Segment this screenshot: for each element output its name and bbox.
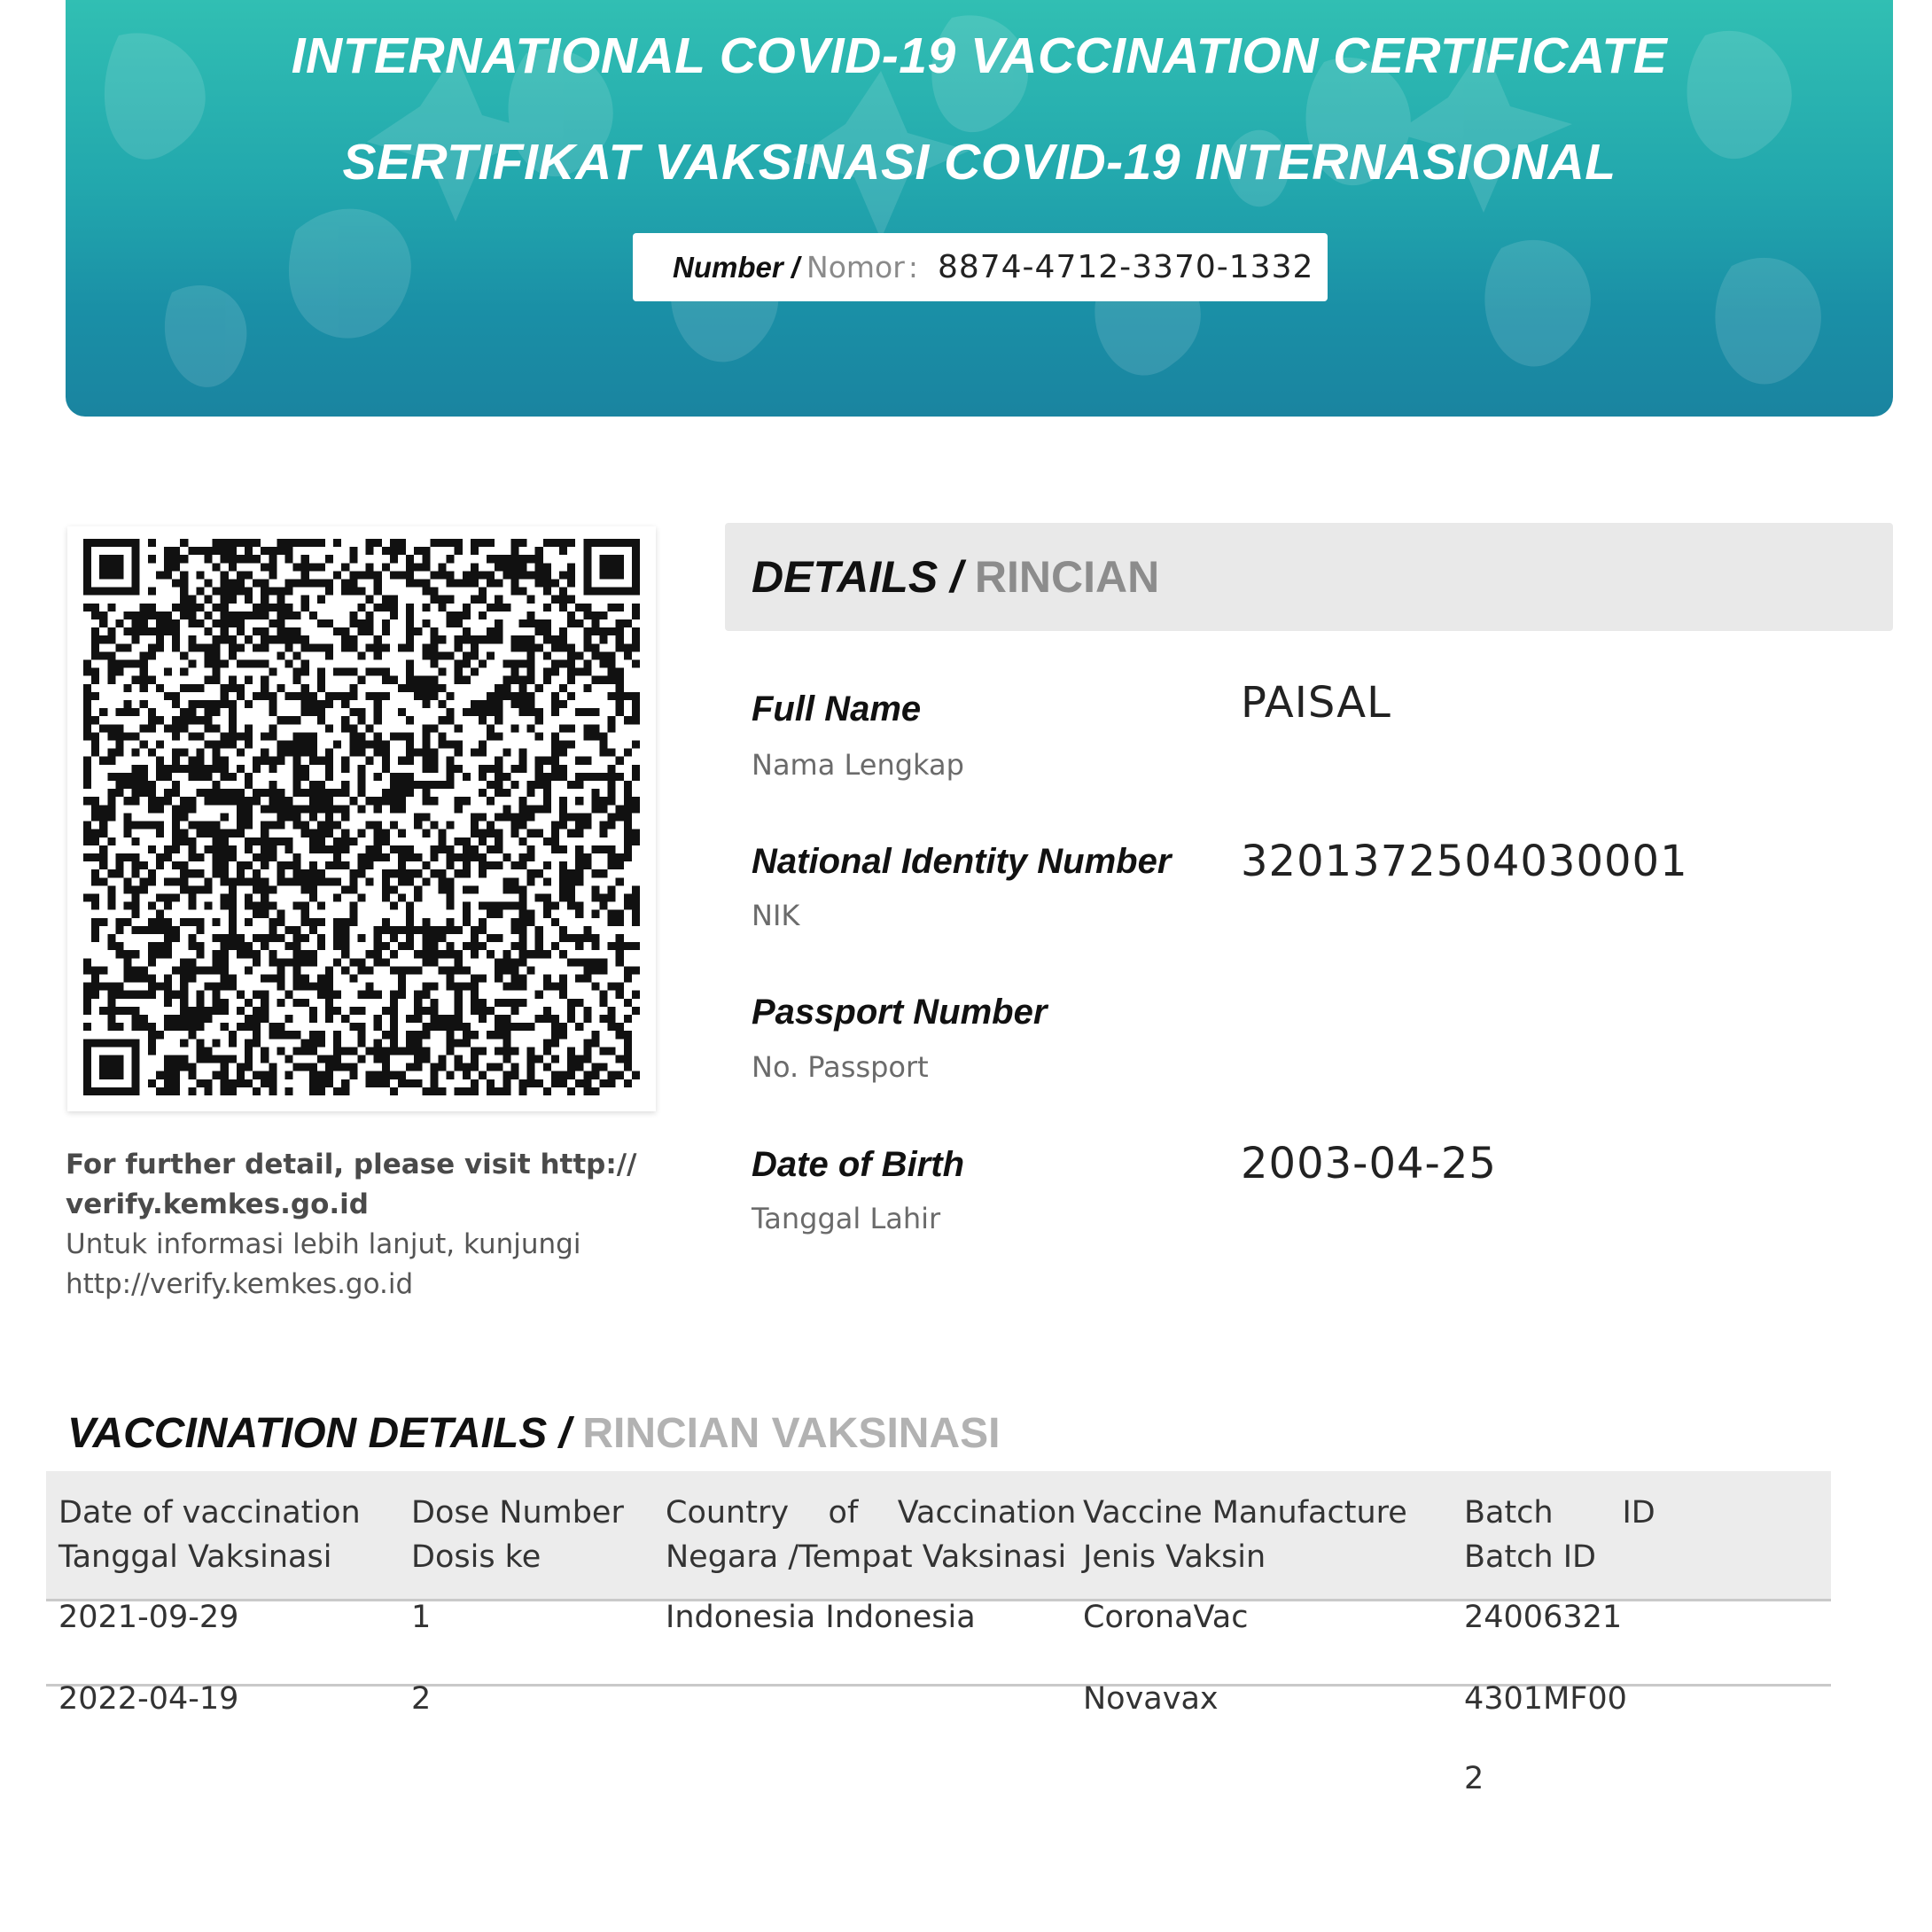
row2-batch: 4301MF00 <box>1464 1681 1627 1717</box>
column-header-batch-en: Batch ID <box>1464 1495 1655 1531</box>
details-heading <box>752 551 1159 603</box>
row2-date: 2022-04-19 <box>58 1681 239 1717</box>
qr-code-card <box>67 526 656 1111</box>
qr-code-icon <box>83 539 640 1095</box>
vaccination-heading-id: RINCIAN VAKSINASI <box>582 1410 1001 1457</box>
dob-label: Date of Birth <box>752 1145 964 1184</box>
column-header-dose <box>411 1491 624 1579</box>
certificate-number-box <box>633 233 1328 301</box>
column-header-date <box>58 1491 361 1579</box>
row1-date: 2021-09-29 <box>58 1600 239 1635</box>
verification-info-en: For further detail, please visit http:// verify.kemkes.go.id <box>66 1149 637 1220</box>
vaccination-details-heading <box>67 1409 1000 1458</box>
number-label-id: Nomor <box>806 250 905 284</box>
column-header-batch <box>1464 1491 1655 1579</box>
row2-vaccine: Novavax <box>1083 1681 1219 1717</box>
column-header-vaccine <box>1083 1491 1407 1579</box>
column-header-vaccine-id: Jenis Vaksin <box>1083 1539 1266 1575</box>
row1-vaccine: CoronaVac <box>1083 1600 1249 1635</box>
number-colon: : <box>908 250 918 284</box>
verification-info <box>66 1145 668 1305</box>
vaccination-heading-en: VACCINATION DETAILS / <box>67 1410 571 1457</box>
column-header-batch-id: Batch ID <box>1464 1539 1597 1575</box>
passport-sublabel: No. Passport <box>752 1050 929 1084</box>
row2-batch-continued: 2 <box>1464 1761 1484 1796</box>
column-header-dose-id: Dosis ke <box>411 1539 541 1575</box>
column-header-date-id: Tanggal Vaksinasi <box>58 1539 332 1575</box>
row1-batch: 24006321 <box>1464 1600 1623 1635</box>
details-heading-en: DETAILS / <box>752 552 962 602</box>
verification-info-id: Untuk informasi lebih lanjut, kunjungi http://verify.kemkes.go.id <box>66 1228 581 1300</box>
column-header-country-en: Country of Vaccination <box>666 1495 1077 1531</box>
row1-dose: 1 <box>411 1600 432 1635</box>
certificate-title-en: INTERNATIONAL COVID-19 VACCINATION CERTIFICATE <box>291 27 1668 84</box>
full-name-value: PAISAL <box>1241 678 1391 728</box>
column-header-country <box>666 1491 1076 1579</box>
nik-label: National Identity Number <box>752 842 1172 881</box>
certificate-number-value: 8874-4712-3370-1332 <box>937 249 1314 285</box>
details-header <box>725 523 1893 631</box>
number-label-en: Number / <box>673 250 800 284</box>
column-header-country-id: Negara /Tempat Vaksinasi <box>666 1539 1067 1575</box>
column-header-date-en: Date of vaccination <box>58 1495 361 1531</box>
column-header-vaccine-en: Vaccine Manufacture <box>1083 1495 1407 1531</box>
certificate-title-id: SERTIFIKAT VAKSINASI COVID-19 INTERNASIONAL <box>342 134 1616 191</box>
full-name-sublabel: Nama Lengkap <box>752 748 964 782</box>
certificate-banner <box>66 0 1893 417</box>
details-heading-id: RINCIAN <box>974 552 1160 602</box>
passport-label: Passport Number <box>752 993 1048 1032</box>
full-name-label: Full Name <box>752 689 922 728</box>
dob-sublabel: Tanggal Lahir <box>752 1202 941 1235</box>
row2-dose: 2 <box>411 1681 432 1717</box>
column-header-dose-en: Dose Number <box>411 1495 624 1531</box>
row1-country: Indonesia Indonesia <box>666 1600 976 1635</box>
dob-value: 2003-04-25 <box>1241 1139 1497 1188</box>
nik-value: 3201372504030001 <box>1241 837 1688 886</box>
nik-sublabel: NIK <box>752 899 800 932</box>
